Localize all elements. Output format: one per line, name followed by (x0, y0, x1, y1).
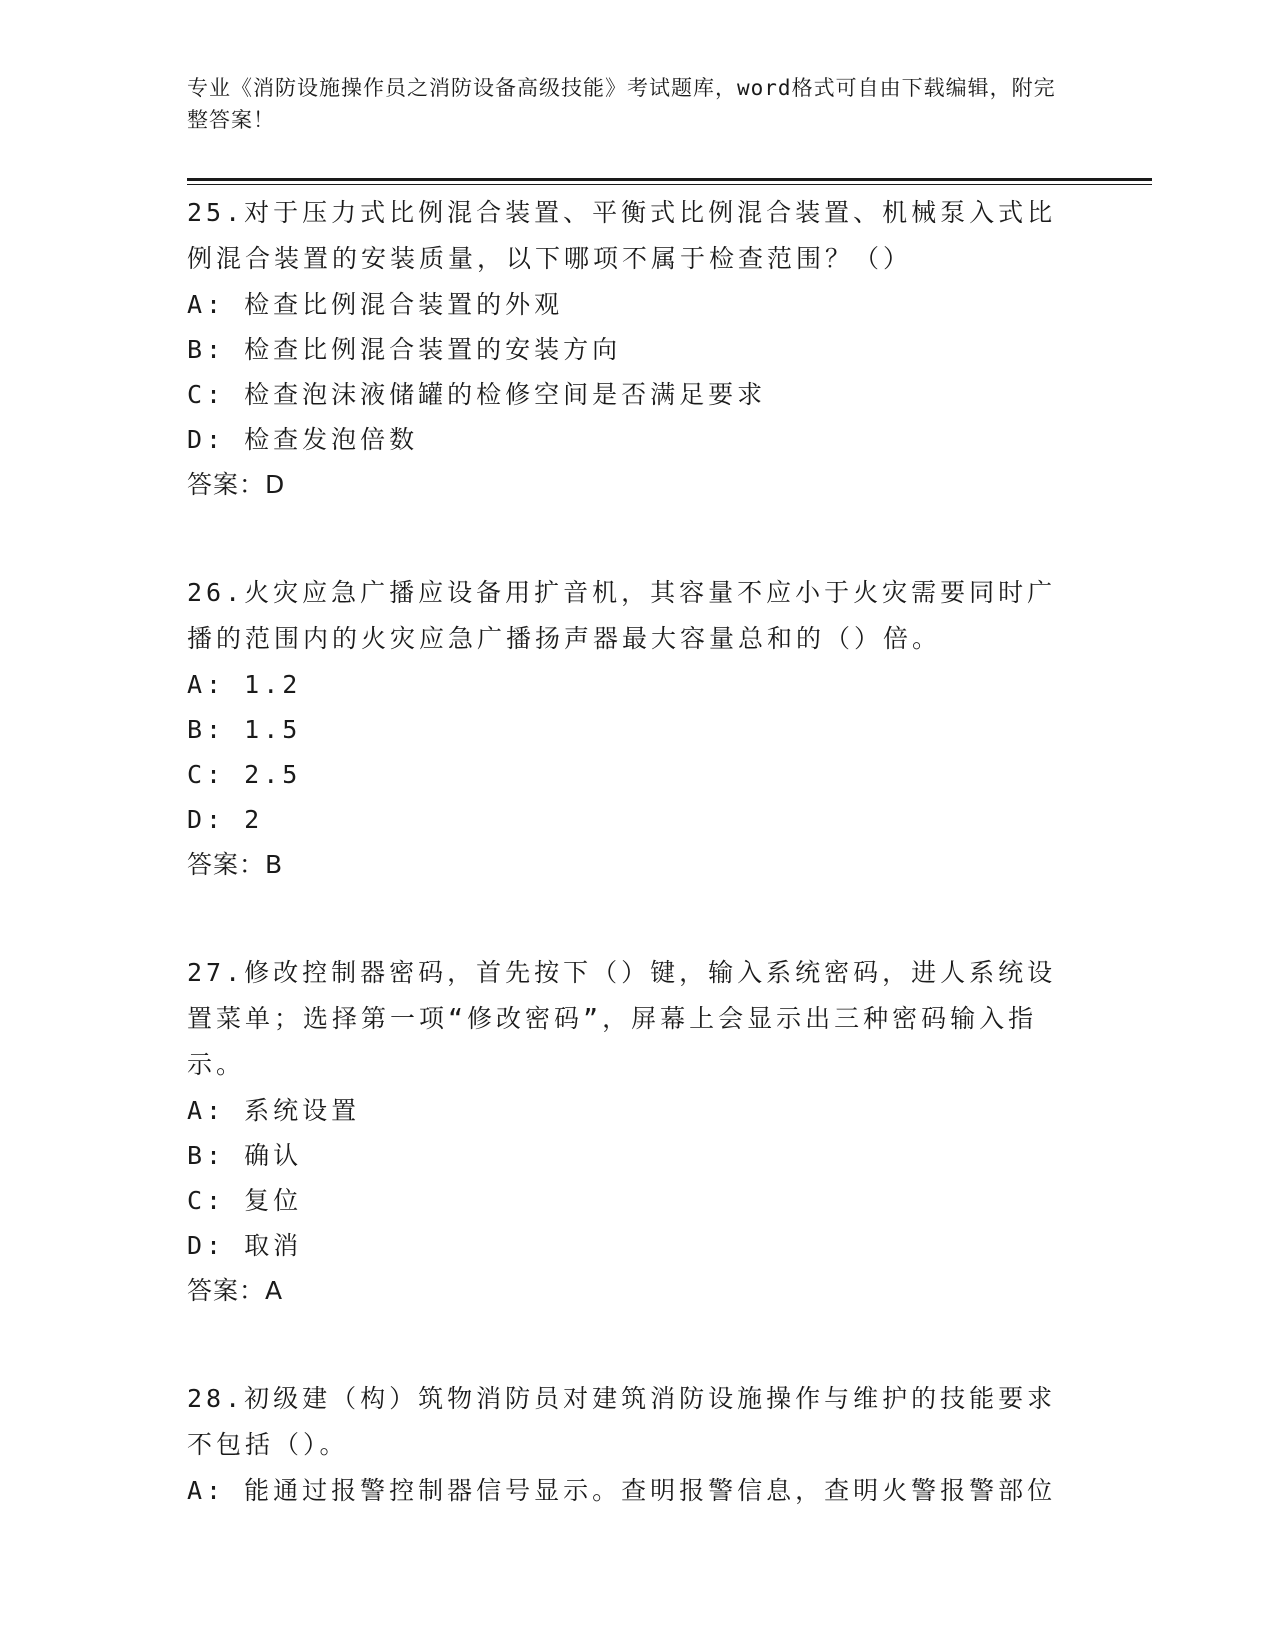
question-stem: 25.对于压力式比例混合装置、平衡式比例混合装置、机械泵入式比例混合装置的安装质量，以下哪项不属于检查范围？（） (187, 198, 1057, 273)
question-stem: 27.修改控制器密码，首先按下（）键，输入系统密码，进人系统设置菜单；选择第一项“修改密码”，屏幕上会显示出三种密码输入指示。 (187, 958, 1057, 1079)
option-a: A: 1.2 (187, 670, 302, 699)
option-a: A: 能通过报警控制器信号显示。查明报警信息，查明火警报警部位 (187, 1476, 1057, 1505)
answer-line: 答案：A (187, 1276, 284, 1305)
option-b: B: 确认 (187, 1141, 303, 1170)
option-c: C: 2.5 (187, 760, 302, 789)
option-d: D: 2 (187, 805, 264, 834)
option-b: B: 1.5 (187, 715, 302, 744)
option-b: B: 检查比例混合装置的安装方向 (187, 335, 622, 364)
document-header: 专业《消防设施操作员之消防设备高级技能》考试题库，word格式可自由下载编辑，附完整答案！ (187, 76, 1056, 132)
question-stem: 26.火灾应急广播应设备用扩音机，其容量不应小于火灾需要同时广播的范围内的火灾应急广播扬声器最大容量总和的（）倍。 (187, 578, 1057, 653)
question-28 (187, 1376, 1067, 1513)
option-c: C: 复位 (187, 1186, 303, 1215)
question-list (187, 190, 1067, 1576)
option-d: D: 取消 (187, 1231, 303, 1260)
option-c: C: 检查泡沫液储罐的检修空间是否满足要求 (187, 380, 767, 409)
option-d: D: 检查发泡倍数 (187, 425, 419, 454)
header-divider-thin (187, 184, 1152, 185)
question-stem: 28.初级建（构）筑物消防员对建筑消防设施操作与维护的技能要求不包括（）。 (187, 1384, 1057, 1459)
question-26 (187, 570, 1067, 887)
question-25 (187, 190, 1067, 507)
question-27 (187, 950, 1067, 1313)
document-page (187, 0, 1087, 1650)
answer-line: 答案：D (187, 470, 286, 499)
answer-line: 答案：B (187, 850, 284, 879)
option-a: A: 系统设置 (187, 1096, 361, 1125)
option-a: A: 检查比例混合装置的外观 (187, 290, 564, 319)
header-divider-thick (187, 178, 1152, 181)
